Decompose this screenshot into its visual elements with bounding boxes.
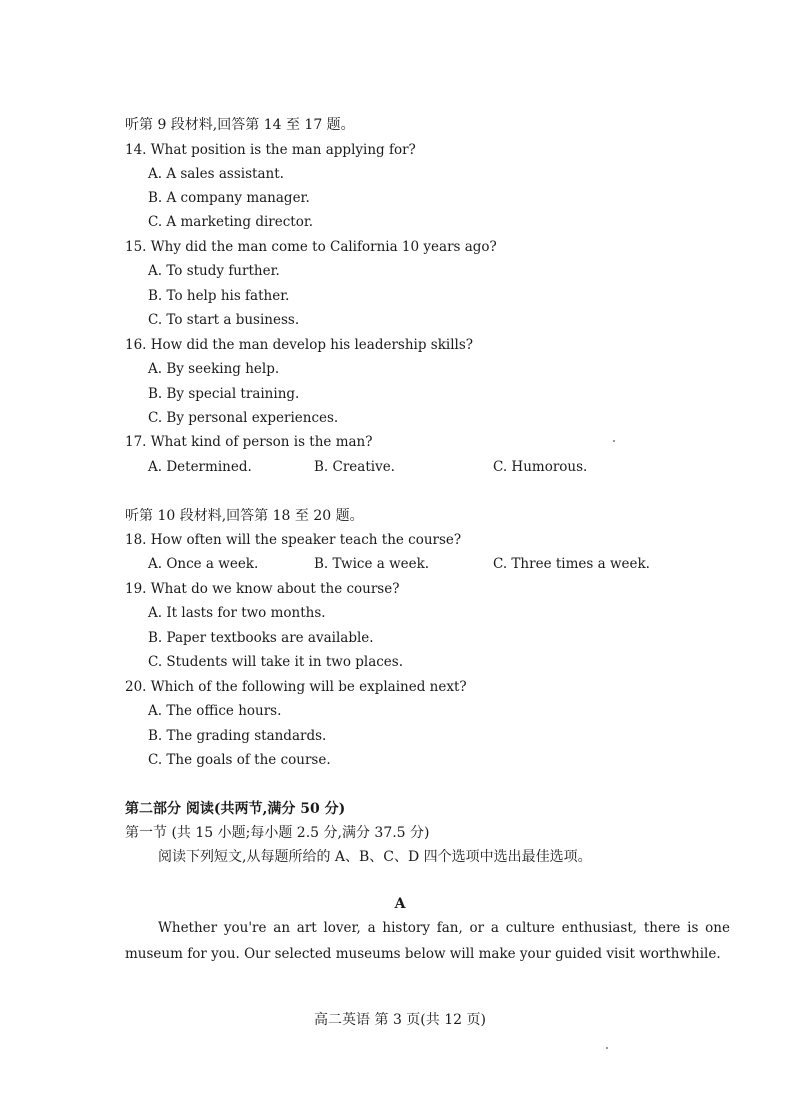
option-19c: C. Students will take it in two places. <box>148 654 404 670</box>
option-15a: A. To study further. <box>148 263 280 279</box>
part-2-title: 第二部分 阅读(共两节,满分 50 分) <box>125 801 346 817</box>
scan-speck <box>606 1047 608 1049</box>
option-18b: B. Twice a week. <box>314 556 430 572</box>
option-14a: A. A sales assistant. <box>148 166 284 182</box>
section-10-heading: 听第 10 段材料,回答第 18 至 20 题。 <box>125 508 364 524</box>
passage-paragraph: Whether you're an art lover, a history fan, or a culture enthusiast, there is one museum for you. Our selected museums below will make your guided visit worthwhile. <box>125 920 730 962</box>
option-18a: A. Once a week. <box>148 556 259 572</box>
option-15b: B. To help his father. <box>148 288 290 304</box>
question-17: 17. What kind of person is the man? <box>125 434 373 450</box>
question-14: 14. What position is the man applying for? <box>125 142 416 158</box>
option-14b: B. A company manager. <box>148 190 310 206</box>
question-19: 19. What do we know about the course? <box>125 581 400 597</box>
reading-instruction: 阅读下列短文,从每题所给的 A、B、C、D 四个选项中选出最佳选项。 <box>158 849 592 865</box>
scan-speck <box>613 440 615 442</box>
option-17c: C. Humorous. <box>493 459 588 475</box>
question-20: 20. Which of the following will be explained next? <box>125 679 467 695</box>
question-18: 18. How often will the speaker teach the course? <box>125 532 462 548</box>
option-16b: B. By special training. <box>148 386 300 402</box>
option-20b: B. The grading standards. <box>148 728 327 744</box>
question-16: 16. How did the man develop his leadership skills? <box>125 337 474 353</box>
option-16a: A. By seeking help. <box>148 361 280 377</box>
page-footer: 高二英语 第 3 页(共 12 页) <box>314 1012 486 1028</box>
option-19a: A. It lasts for two months. <box>148 605 326 621</box>
option-18c: C. Three times a week. <box>493 556 650 572</box>
option-16c: C. By personal experiences. <box>148 410 339 426</box>
option-19b: B. Paper textbooks are available. <box>148 630 374 646</box>
option-20a: A. The office hours. <box>148 703 282 719</box>
option-17a: A. Determined. <box>148 459 252 475</box>
question-15: 15. Why did the man come to California 10 years ago? <box>125 239 497 255</box>
option-15c: C. To start a business. <box>148 312 300 328</box>
option-14c: C. A marketing director. <box>148 214 314 230</box>
section-9-heading: 听第 9 段材料,回答第 14 至 17 题。 <box>125 117 355 133</box>
passage-label: A <box>394 896 406 912</box>
option-20c: C. The goals of the course. <box>148 752 331 768</box>
subsection-1-title: 第一节 (共 15 小题;每小题 2.5 分,满分 37.5 分) <box>125 825 430 841</box>
option-17b: B. Creative. <box>314 459 395 475</box>
